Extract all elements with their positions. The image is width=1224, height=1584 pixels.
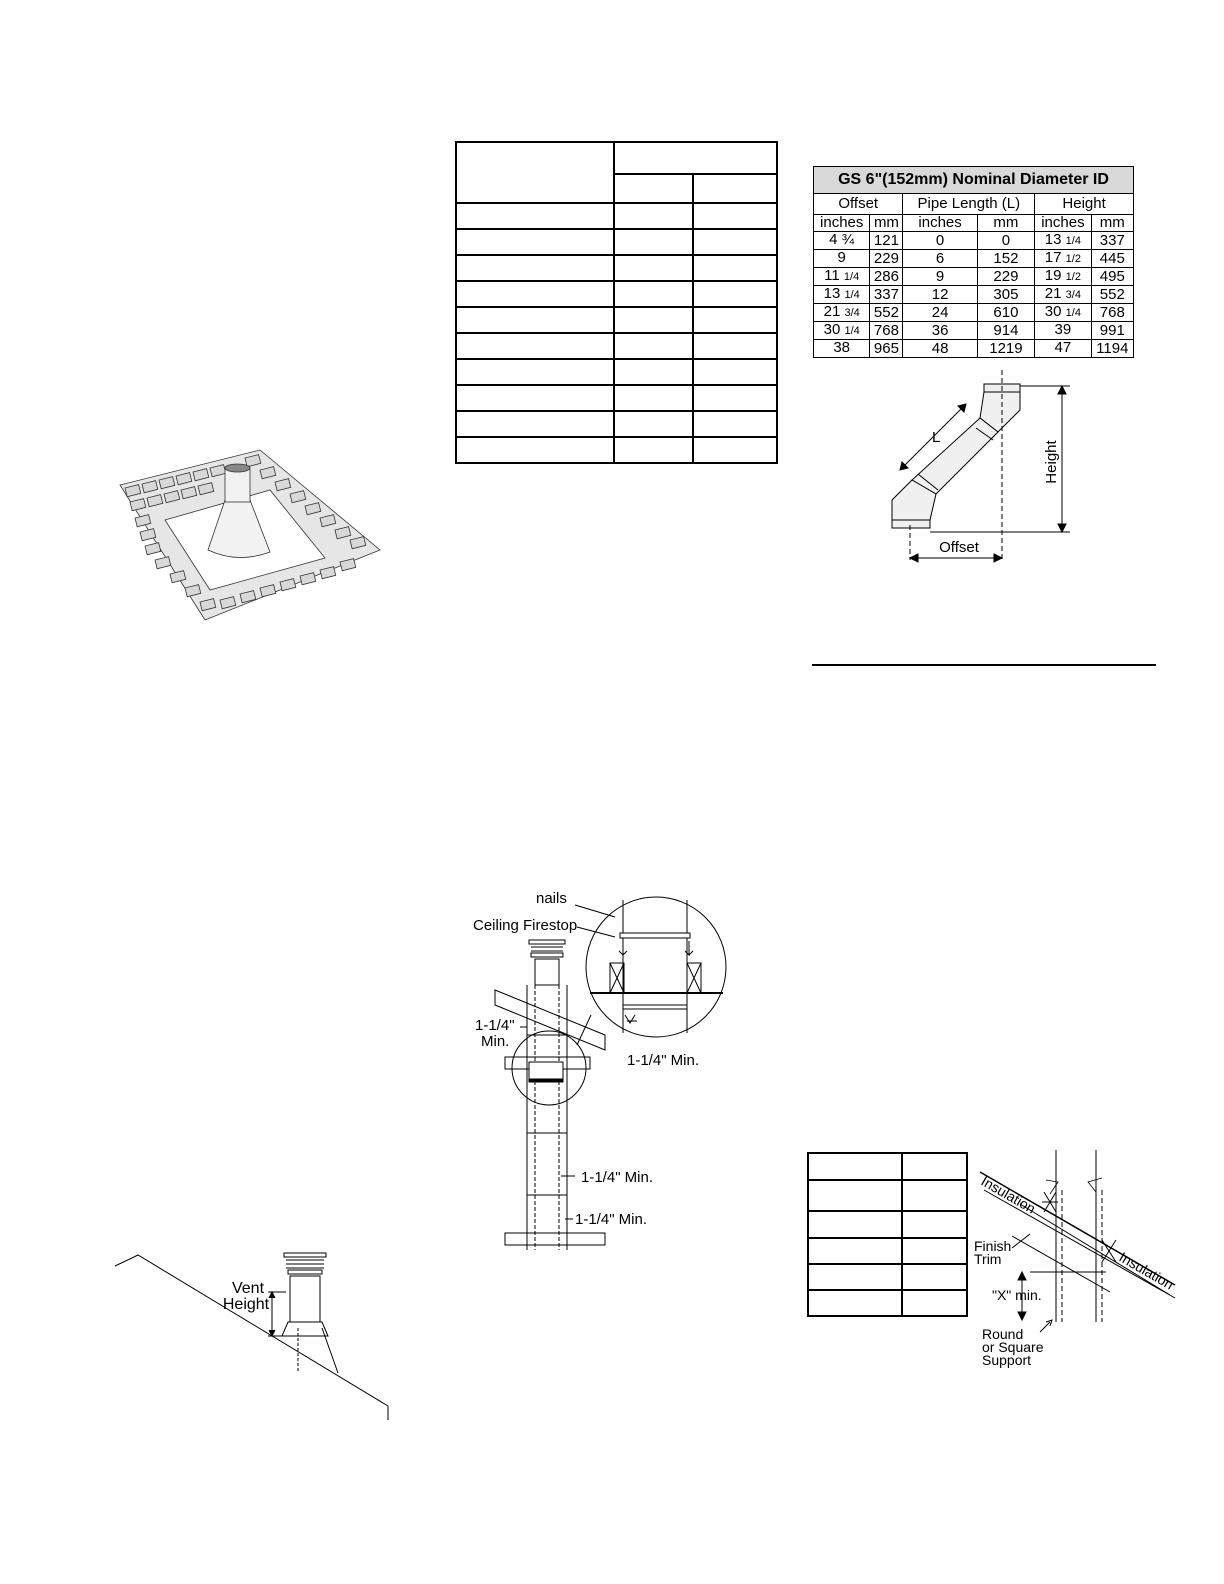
- grid-cell: [456, 411, 614, 437]
- grid-cell: [456, 281, 614, 307]
- offset-in: 11: [824, 267, 844, 284]
- grid-cell: [902, 1290, 967, 1316]
- grid-cell: [808, 1238, 902, 1264]
- grid-cell: [693, 281, 777, 307]
- grid-cell: [614, 307, 693, 333]
- offset-in: 9: [837, 249, 846, 266]
- grid-cell: [693, 174, 777, 203]
- grid-cell: [693, 307, 777, 333]
- min-bottom-label: 1-1/4" Min.: [575, 1211, 648, 1228]
- grid-cell: [614, 174, 693, 203]
- unit-header: inches: [903, 215, 977, 232]
- grid-cell: [614, 437, 693, 463]
- height-frac: 1/4: [1065, 235, 1081, 247]
- length-mm: 1219: [977, 340, 1035, 358]
- height-label: Height: [1043, 440, 1060, 484]
- unit-header: inches: [1035, 215, 1091, 232]
- insulation-right-label: Insulation: [1116, 1248, 1177, 1293]
- offset-in: 4 ¾: [829, 231, 855, 248]
- insulation-left-label: Insulation: [978, 1172, 1039, 1217]
- offset-frac: 1/4: [843, 271, 860, 283]
- ceiling-firestop-diagram: [465, 885, 735, 1285]
- table-row: [814, 322, 1134, 340]
- grid-cell: [693, 255, 777, 281]
- height-label: Height: [222, 1296, 270, 1313]
- offset-mm: 768: [870, 322, 903, 340]
- offset-mm: 229: [870, 250, 903, 268]
- round-label: Round: [982, 1326, 1024, 1342]
- height-in: 21: [1044, 285, 1066, 302]
- height-frac: 3/4: [1065, 289, 1081, 301]
- height-in: 39: [1054, 321, 1072, 338]
- unit-header: mm: [1091, 215, 1133, 232]
- pipe-length-group-header: Pipe Length (L): [903, 194, 1035, 215]
- grid-cell: [456, 229, 614, 255]
- height-in: 13: [1044, 231, 1066, 248]
- grid-cell: [456, 307, 614, 333]
- grid-cell: [456, 333, 614, 359]
- min-left-label-2: Min.: [481, 1033, 510, 1050]
- table-row: [814, 340, 1134, 358]
- length-mm: 610: [977, 304, 1035, 322]
- length-mm: 229: [977, 268, 1035, 286]
- offset-frac: 1/4: [844, 325, 860, 337]
- unit-header: mm: [977, 215, 1035, 232]
- offset-table-title: GS 6"(152mm) Nominal Diameter ID: [814, 167, 1134, 194]
- vent-label: Vent: [231, 1280, 265, 1297]
- height-in: 17: [1044, 249, 1066, 266]
- grid-cell: [456, 203, 614, 229]
- grid-cell: [456, 255, 614, 281]
- height-in: 19: [1044, 267, 1066, 284]
- min-mid-label: 1-1/4" Min.: [581, 1169, 654, 1186]
- finish-label: Finish: [974, 1238, 1012, 1254]
- nails-label: nails: [536, 890, 567, 907]
- grid-cell: [902, 1180, 967, 1211]
- grid-cell: [614, 359, 693, 385]
- or-square-label: or Square: [982, 1339, 1044, 1355]
- height-mm: 1194: [1091, 340, 1133, 358]
- grid-cell: [808, 1211, 902, 1238]
- insulation-support-diagram: [970, 1150, 1180, 1375]
- table-row: [814, 232, 1134, 250]
- offset-in: 30: [823, 321, 845, 338]
- grid-cell: [614, 411, 693, 437]
- height-mm: 552: [1091, 286, 1133, 304]
- offset-mm: 965: [870, 340, 903, 358]
- offset-in: 38: [833, 339, 851, 356]
- offset-frac: 3/4: [844, 307, 860, 319]
- offset-in: 13: [823, 285, 845, 302]
- offset-elbow-diagram: [880, 370, 1080, 570]
- grid-cell: [902, 1153, 967, 1180]
- grid-cell: [614, 203, 693, 229]
- unit-header: mm: [870, 215, 903, 232]
- offset-mm: 286: [870, 268, 903, 286]
- grid-cell: [456, 359, 614, 385]
- min-left-label-1: 1-1/4": [475, 1017, 515, 1034]
- grid-cell: [808, 1264, 902, 1290]
- vent-height-diagram: [110, 1248, 400, 1423]
- grid-cell: [693, 203, 777, 229]
- min-circle-label: 1-1/4" Min.: [627, 1052, 700, 1069]
- grid-cell: [614, 142, 777, 174]
- offset-group-header: Offset: [814, 194, 903, 215]
- table-row: [814, 250, 1134, 268]
- offset-frac: 1/4: [844, 289, 860, 301]
- grid-cell: [693, 333, 777, 359]
- support-label: Support: [982, 1352, 1032, 1368]
- height-mm: 445: [1091, 250, 1133, 268]
- unit-header: inches: [814, 215, 870, 232]
- grid-cell: [614, 333, 693, 359]
- grid-cell: [614, 281, 693, 307]
- ceiling-firestop-label: Ceiling Firestop: [473, 917, 578, 934]
- grid-cell: [693, 385, 777, 411]
- grid-cell: [456, 142, 614, 203]
- grid-cell: [614, 255, 693, 281]
- grid-cell: [808, 1180, 902, 1211]
- length-mm: 914: [977, 322, 1035, 340]
- length-in: 6: [903, 250, 977, 268]
- height-mm: 495: [1091, 268, 1133, 286]
- grid-cell: [693, 437, 777, 463]
- grid-cell: [456, 385, 614, 411]
- grid-cell: [808, 1153, 902, 1180]
- grid-cell: [456, 437, 614, 463]
- length-label: L: [932, 429, 941, 446]
- length-mm: 0: [977, 232, 1035, 250]
- height-mm: 337: [1091, 232, 1133, 250]
- clearance-grid-table: [807, 1152, 968, 1317]
- height-mm: 768: [1091, 304, 1133, 322]
- roof-flashing-illustration: [110, 440, 390, 630]
- offset-table: [813, 166, 1134, 358]
- height-frac: 1/4: [1065, 307, 1081, 319]
- length-in: 9: [903, 268, 977, 286]
- length-in: 48: [903, 340, 977, 358]
- height-frac: 1/2: [1065, 271, 1081, 283]
- length-in: 12: [903, 286, 977, 304]
- height-frac: 1/2: [1065, 253, 1081, 265]
- table-row: [814, 304, 1134, 322]
- section-divider: [812, 664, 1156, 666]
- offset-mm: 121: [870, 232, 903, 250]
- length-mm: 305: [977, 286, 1035, 304]
- grid-cell: [614, 385, 693, 411]
- height-mm: 991: [1091, 322, 1133, 340]
- height-in: 30: [1044, 303, 1066, 320]
- length-mm: 152: [977, 250, 1035, 268]
- table-row: [814, 286, 1134, 304]
- offset-mm: 552: [870, 304, 903, 322]
- offset-in: 21: [823, 303, 845, 320]
- grid-cell: [693, 359, 777, 385]
- offset-mm: 337: [870, 286, 903, 304]
- grid-cell: [693, 411, 777, 437]
- x-min-label: "X" min.: [992, 1287, 1042, 1303]
- height-in: 47: [1054, 339, 1072, 356]
- empty-grid-table: [455, 141, 778, 464]
- grid-cell: [902, 1264, 967, 1290]
- length-in: 36: [903, 322, 977, 340]
- grid-cell: [808, 1290, 902, 1316]
- grid-cell: [693, 229, 777, 255]
- trim-label: Trim: [974, 1251, 1002, 1267]
- grid-cell: [902, 1211, 967, 1238]
- length-in: 0: [903, 232, 977, 250]
- length-in: 24: [903, 304, 977, 322]
- offset-label: Offset: [939, 539, 979, 556]
- table-row: [814, 268, 1134, 286]
- grid-cell: [614, 229, 693, 255]
- height-group-header: Height: [1035, 194, 1134, 215]
- grid-cell: [902, 1238, 967, 1264]
